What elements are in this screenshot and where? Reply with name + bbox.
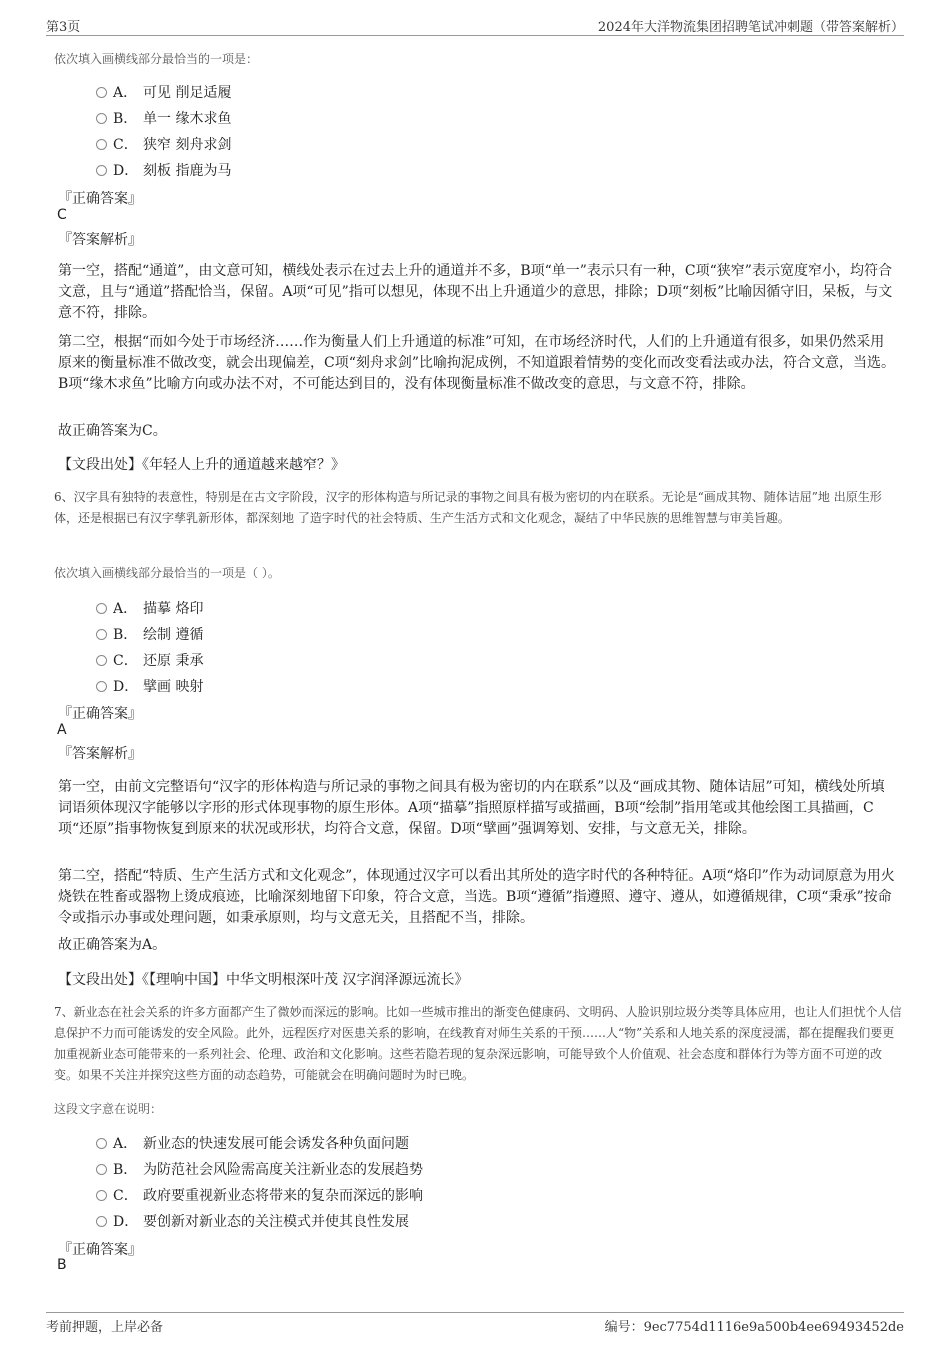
q5-analysis-label: 『答案解析』 [58,232,142,248]
q7-stem: 这段文字意在说明： [54,1102,163,1116]
q5-stem: 依次填入画横线部分最恰当的一项是： [54,52,259,66]
radio-icon[interactable] [96,655,107,666]
radio-icon[interactable] [96,1190,107,1201]
q6-analysis-label: 『答案解析』 [58,746,142,762]
q7-option-a[interactable]: A． 新业态的快速发展可能会诱发各种负面问题 [96,1133,409,1153]
q6-option-b[interactable]: B． 绘制 遵循 [96,624,203,644]
radio-icon[interactable] [96,1216,107,1227]
radio-icon[interactable] [96,681,107,692]
q7-option-b[interactable]: B． 为防范社会风险需高度关注新业态的发展趋势 [96,1159,423,1179]
q6-analysis-1: 第一空，由前文完整语句“汉字的形体构造与所记录的事物之间具有极为密切的内在联系”以及“画成其物、随体诘屈”可知，横线处所填词语须体现汉字能够以字形的形式体现事物的原生形体。A项“描摹”指照原样描写或描画，B项“绘制”指用笔或其他绘图工具描画，C项“还原”指事物恢复到原来的状况或形状，均符合文意，保留。D项“擘画”强调筹划、安排，与文意无关，排除。 [58,779,885,837]
radio-icon[interactable] [96,113,107,124]
q6-option-d[interactable]: D． 擘画 映射 [96,676,203,696]
q6-answer: A [57,722,67,738]
q7-answer: B [57,1257,67,1273]
q7-option-c[interactable]: C． 政府要重视新业态将带来的复杂而深远的影响 [96,1185,423,1205]
footer-slogan: 考前押题，上岸必备 [46,1320,164,1335]
q5-option-d[interactable]: D． 刻板 指鹿为马 [96,160,231,180]
q6-analysis-3: 故正确答案为A。 [58,937,167,953]
q6-analysis-2: 第二空，搭配“特质、生产生活方式和文化观念”，体现通过汉字可以看出其所处的造字时代的各种特征。A项“烙印”作为动词原意为用火烧铁在牲畜或器物上烫成痕迹，比喻深刻地留下印象，符合文意，当选。B项“遵循”指遵照、遵守、遵从，如遵循规律，C项“秉承”按命令或指示办事或处理问题，如秉承原则，均与文意无关，且搭配不当，排除。 [58,868,895,926]
q6-option-a[interactable]: A． 描摹 烙印 [96,598,203,618]
q5-option-b[interactable]: B． 单一 缘木求鱼 [96,108,231,128]
q5-answer: C [57,207,67,223]
document-title: 2024年大洋物流集团招聘笔试冲刺题（带答案解析） [597,20,904,35]
radio-icon[interactable] [96,165,107,176]
q5-analysis-1: 第一空，搭配“通道”，由文意可知，横线处表示在过去上升的通道并不多，B项“单一”表示只有一种，C项“狭窄”表示宽度窄小，均符合文意，且与“通道”搭配恰当，保留。A项“可见”指可以想见，体现不出上升通道少的意思，排除；D项“刻板”比喻因循守旧，呆板，与文意不符，排除。 [58,263,893,321]
q6-answer-label: 『正确答案』 [58,706,142,722]
q5-analysis-3: 故正确答案为C。 [58,423,167,439]
q5-option-c[interactable]: C． 狭窄 刻舟求剑 [96,134,231,154]
q5-source: 【文段出处】《年轻人上升的通道越来越窄？》 [58,457,345,473]
q6-option-c[interactable]: C． 还原 秉承 [96,650,203,670]
q5-analysis-2: 第二空，根据“而如今处于市场经济……作为衡量人们上升通道的标准”可知，在市场经济时代，人们的上升通道有很多，如果仍然采用原来的衡量标准不做改变，就会出现偏差，C项“刻舟求剑”比喻拘泥成例，不知道跟着情势的变化而改变看法或办法，符合文意，当选。B项“缘木求鱼”比喻方向或办法不对，不可能达到目的，没有体现衡量标准不做改变的意思，与文意不符，排除。 [58,334,896,392]
page-number: 第3页 [46,20,81,35]
q5-answer-label: 『正确答案』 [58,191,142,207]
q6-passage: 6、汉字具有独特的表意性，特别是在古文字阶段，汉字的形体构造与所记录的事物之间具有极为密切的内在联系。无论是“画成其物、随体诘屈”地 出原生形体，还是根据已有汉字孳乳新形体，都深刻地 了造字时代的社会特质、生产生活方式和文化观念，凝结了中华民族的思维智慧与审美旨趣。 [54,490,882,525]
q7-passage: 7、新业态在社会关系的许多方面都产生了微妙而深远的影响。比如一些城市推出的渐变色健康码、文明码、人脸识别垃圾分类等具体应用，也让人们担忧个人信息保护不力而可能诱发的安全风险。此外，远程医疗对医患关系的影响，在线教育对师生关系的干预……人“物”关系和人地关系的深度浸濡，都在提醒我们要更加重视新业态可能带来的一系列社会、伦理、政治和文化影响。这些若隐若现的复杂深远影响，可能导致个人价值观、社会态度和群体行为等方面不可逆的改变。如果不关注并探究这些方面的动态趋势，可能就会在明确问题时为时已晚。 [54,1005,902,1082]
radio-icon[interactable] [96,629,107,640]
footer-serial: 编号：9ec7754d1116e9a500b4ee69493452de [604,1320,904,1335]
q5-option-a[interactable]: A． 可见 削足适履 [96,82,231,102]
radio-icon[interactable] [96,139,107,150]
radio-icon[interactable] [96,1164,107,1175]
page-footer [46,1312,904,1336]
radio-icon[interactable] [96,87,107,98]
page-header [46,14,904,36]
q6-stem: 依次填入画横线部分最恰当的一项是（ ）。 [54,566,280,580]
radio-icon[interactable] [96,603,107,614]
radio-icon[interactable] [96,1138,107,1149]
q7-answer-label: 『正确答案』 [58,1242,142,1258]
q7-option-d[interactable]: D． 要创新对新业态的关注模式并使其良性发展 [96,1211,409,1231]
q6-source: 【文段出处】《【理响中国】中华文明根深叶茂 汉字润泽源远流长》 [58,972,469,988]
